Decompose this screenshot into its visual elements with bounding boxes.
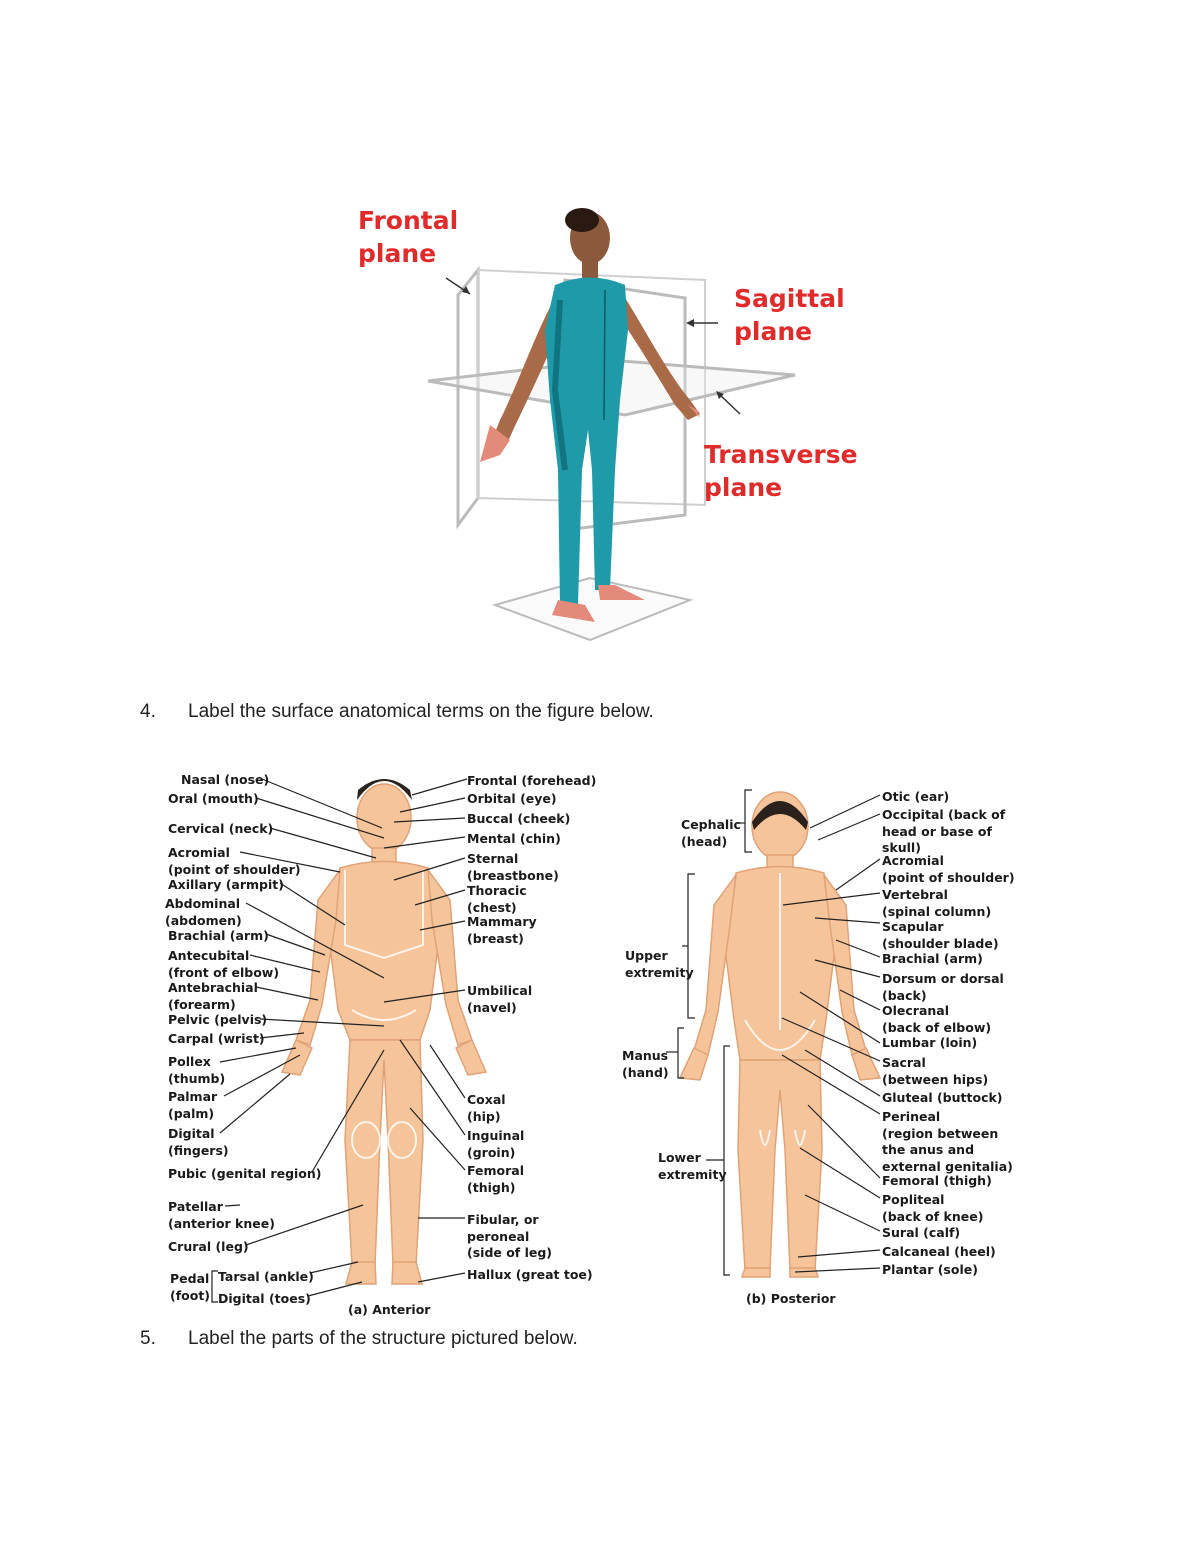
- label-thoracic: Thoracic (chest): [467, 883, 527, 915]
- label-cervical: Cervical (neck): [168, 821, 274, 836]
- label-sural: Sural (calf): [882, 1225, 961, 1240]
- label-orbital: Orbital (eye): [467, 791, 557, 806]
- label-patellar: Patellar (anterior knee): [168, 1199, 275, 1231]
- label-mammary: Mammary (breast): [467, 914, 537, 946]
- label-plantar: Plantar (sole): [882, 1262, 978, 1277]
- label-femoral-anterior: Femoral (thigh): [467, 1163, 525, 1195]
- label-carpal: Carpal (wrist): [168, 1031, 265, 1046]
- anterior-body: [282, 779, 486, 1284]
- label-pollex: Pollex (thumb): [168, 1054, 226, 1086]
- label-tarsal: Tarsal (ankle): [218, 1269, 314, 1284]
- label-digital-fingers: Digital (fingers): [168, 1126, 229, 1158]
- label-umbilical: Umbilical (navel): [467, 983, 533, 1015]
- label-coxal: Coxal (hip): [467, 1092, 506, 1124]
- label-sacral: Sacral (between hips): [882, 1055, 989, 1087]
- question-text: Label the parts of the structure pictured below.: [188, 1328, 578, 1349]
- label-lower-extremity: Lower extremity: [658, 1150, 727, 1182]
- label-perineal: Perineal (region between the anus and external genitalia): [882, 1109, 1013, 1174]
- label-cephalic: Cephalic (head): [681, 817, 741, 849]
- label-femoral-posterior: Femoral (thigh): [882, 1173, 992, 1188]
- label-dorsum: Dorsum or dorsal (back): [882, 971, 1004, 1003]
- label-pelvic: Pelvic (pelvis): [168, 1012, 268, 1027]
- label-acromial-anterior: Acromial (point of shoulder): [168, 845, 301, 877]
- question-number: 5.: [140, 1328, 156, 1349]
- label-inguinal: Inguinal (groin): [467, 1128, 525, 1160]
- label-antecubital: Antecubital (front of elbow): [168, 948, 280, 980]
- question-text: Label the surface anatomical terms on the figure below.: [188, 701, 654, 722]
- label-otic: Otic (ear): [882, 789, 950, 804]
- posterior-caption: (b) Posterior: [746, 1291, 836, 1306]
- label-mental: Mental (chin): [467, 831, 561, 846]
- label-manus: Manus (hand): [622, 1048, 669, 1080]
- label-digital-toes: Digital (toes): [218, 1291, 311, 1306]
- label-pubic: Pubic (genital region): [168, 1166, 322, 1181]
- label-popliteal: Popliteal (back of knee): [882, 1192, 984, 1224]
- posterior-body: [680, 792, 880, 1277]
- label-crural: Crural (leg): [168, 1239, 249, 1254]
- label-gluteal: Gluteal (buttock): [882, 1090, 1003, 1105]
- label-olecranal: Olecranal (back of elbow): [882, 1003, 992, 1035]
- label-acromial-posterior: Acromial (point of shoulder): [882, 853, 1015, 885]
- label-brachial-posterior: Brachial (arm): [882, 951, 983, 966]
- anterior-caption: (a) Anterior: [348, 1302, 431, 1317]
- label-antebrachial: Antebrachial (forearm): [168, 980, 258, 1012]
- label-vertebral: Vertebral (spinal column): [882, 887, 992, 919]
- label-frontal: Frontal (forehead): [467, 773, 597, 788]
- sagittal-plane-label: Sagittal plane: [734, 284, 845, 346]
- label-axillary: Axillary (armpit): [168, 877, 284, 892]
- label-lumbar: Lumbar (loin): [882, 1035, 978, 1050]
- label-pedal: Pedal (foot): [170, 1271, 211, 1303]
- question-number: 4.: [140, 701, 156, 722]
- label-sternal: Sternal (breastbone): [467, 851, 559, 883]
- label-scapular: Scapular (shoulder blade): [882, 919, 999, 951]
- label-brachial-anterior: Brachial (arm): [168, 928, 269, 943]
- label-calcaneal: Calcaneal (heel): [882, 1244, 996, 1259]
- label-buccal: Buccal (cheek): [467, 811, 571, 826]
- label-upper-extremity: Upper extremity: [625, 948, 694, 980]
- label-oral: Oral (mouth): [168, 791, 259, 806]
- label-hallux: Hallux (great toe): [467, 1267, 593, 1282]
- label-occipital: Occipital (back of head or base of skull): [882, 807, 1006, 855]
- transverse-plane-label: Transverse plane: [704, 440, 858, 502]
- label-nasal: Nasal (nose): [181, 772, 270, 787]
- label-abdominal: Abdominal (abdomen): [165, 896, 242, 928]
- frontal-plane-label: Frontal plane: [358, 206, 459, 268]
- label-fibular: Fibular, or peroneal (side of leg): [467, 1212, 553, 1260]
- label-palmar: Palmar (palm): [168, 1089, 218, 1121]
